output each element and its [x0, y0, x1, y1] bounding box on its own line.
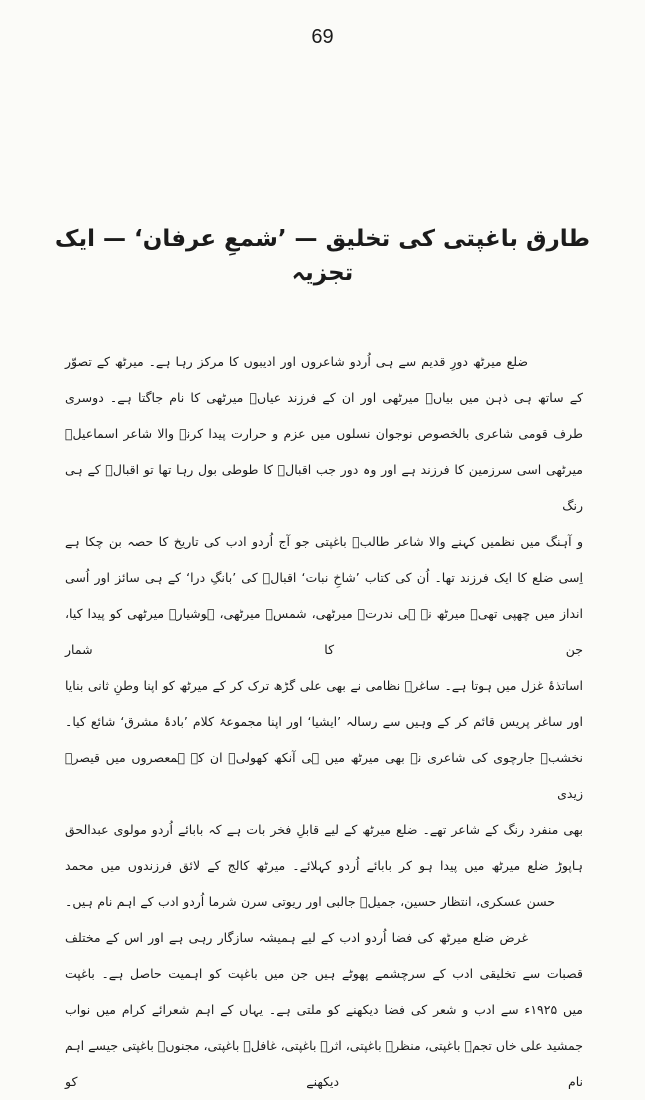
text-line: حسن عسکری، انتظار حسین، جمیلؔ جالبی اور ریوتی سرن شرما اُردو ادب کے اہم نام ہیں۔	[65, 894, 555, 909]
text-line: بھی منفرد رنگ کے شاعر تھے۔ ضلع میرٹھ کے لیے قابلِ فخر بات ہے کہ بابائے اُردو مولوی عبدالحق	[65, 822, 583, 837]
text-line: ہاپوڑ ضلع میرٹھ میں پیدا ہو کر بابائے اُردو کہلائے۔ میرٹھ کالج کے لائق فرزندوں میں محمد	[65, 858, 583, 873]
text-line: قصبات سے تخلیقی ادب کے سرچشمے پھوٹے ہیں جن میں باغپت کو اہمیت حاصل ہے۔ باغپت	[65, 966, 583, 981]
page-number: 69	[311, 26, 334, 48]
text-line: کے ساتھ ہی ذہن میں بیاںؔ میرٹھی اور ان کے فرزند عیاںؔ میرٹھی کا نام جاگتا ہے۔ دوسری	[65, 390, 583, 405]
body-text	[65, 344, 583, 1100]
text-line: میں ۱۹۲۵ء سے ادب و شعر کی فضا دیکھنے کو ملتی ہے۔ یہاں کے اہم شعرائے کرام میں نواب	[65, 1002, 583, 1017]
text-line: ضلع میرٹھ دورِ قدیم سے ہی اُردو شاعروں اور ادیبوں کا مرکز رہا ہے۔ میرٹھ کے تصوّر	[65, 354, 528, 369]
text-line: طرف قومی شاعری بالخصوص نوجوان نسلوں میں عزم و حرارت پیدا کرنے والا شاعر اسماعیلؔ	[65, 426, 583, 441]
text-line: و آہنگ میں نظمیں کہنے والا شاعر طالبؔ باغپتی جو آج اُردو ادب کی تاریخ کا حصہ بن چکا ہے	[65, 534, 583, 549]
text-line: غرض ضلع میرٹھ کی فضا اُردو ادب کے لیے ہمیشہ سازگار رہی ہے اور اس کے مختلف	[65, 930, 528, 945]
text-line: اِسی ضلع کا ایک فرزند تھا۔ اُن کی کتاب ’شاخِ نبات‘ اقبالؔ کی ’بانگِ درا‘ کے ہی سائز اور اُسی	[65, 570, 583, 585]
text-line: میرٹھی اسی سرزمین کا فرزند ہے اور وہ دور جب اقبالؔ کا طوطی بول رہا تھا تو اقبالؔ کے ہی رنگ	[65, 462, 583, 513]
chapter-title: طارق باغپتی کی تخلیق — ’شمعِ عرفان‘ — ایک تجزیہ	[54, 226, 591, 286]
text-line: جمشید علی خاں تجمؔ باغپتی، منظرؔ باغپتی، اثرؔ باغپتی، غافلؔ باغپتی، مجنوںؔ باغپتی جیسے اہم نام دیکھنے کو	[65, 1038, 583, 1089]
text-line: اور ساغر پریس قائم کر کے وہیں سے رسالہ ’ایشیا‘ اور اپنا مجموعۂ کلام ’بادۂ مشرق‘ شائع کیا۔	[65, 714, 583, 729]
text-line: اساتذۂ غزل میں ہوتا ہے۔ ساغرؔ نظامی نے بھی علی گڑھ ترک کر کے میرٹھ کو اپنا وطنِ ثانی بنایا	[65, 678, 583, 693]
text-line: انداز میں چھپی تھی۔ میرٹھ نے ہی ندرتؔ میرٹھی، شمسؔ میرٹھی، ہوشیارؔ میرٹھی کو پیدا کیا، جن کا شمار	[65, 606, 583, 657]
text-line: نخشبؔ جارچوی کی شاعری نے بھی میرٹھ میں ہی آنکھ کھولی۔ ان کے ہمعصروں میں قیصرؔ زیدی	[65, 750, 583, 801]
